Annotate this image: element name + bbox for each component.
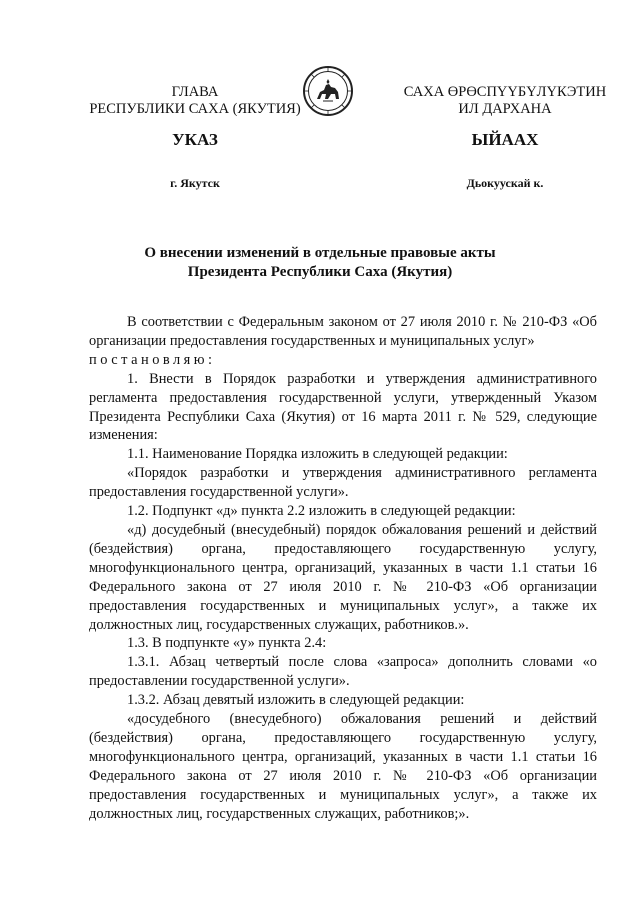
issuer-title-yakut-line1: САХА ӨРӨСПҮҮБҮЛҮКЭТИН	[403, 84, 607, 100]
paragraph-item-1-3-1: 1.3.1. Абзац четвертый после слова «запроса» дополнить словами «о предоставлении государственной услуги».	[89, 654, 597, 690]
decree-label-yakut: ЫЙААХ	[471, 130, 539, 149]
paragraph-item-1-1-text: «Порядок разработки и утверждения административного регламента предоставления государственной услуги».	[89, 465, 597, 501]
place-yakut: Дьокуускай к.	[466, 176, 544, 190]
preamble-text: В соответствии с Федеральным законом от 27 июля 2010 г. № 210-ФЗ «Об организации предоставления государственных и муниципальных услуг»	[89, 314, 597, 349]
coat-of-arms-icon	[302, 65, 354, 117]
issuer-header-russian	[60, 84, 330, 118]
decree-label-russian: УКАЗ	[172, 130, 218, 149]
paragraph-item-1: 1. Внести в Порядок разработки и утверждения административного регламента предоставления государственной услуги, утвержденный Указом Президента Республики Саха (Якутия) от 16 марта 2011 г. № 529, следующие изменения:	[89, 370, 597, 444]
paragraph-item-1-2: 1.2. Подпункт «д» пункта 2.2 изложить в следующей редакции:	[127, 503, 516, 520]
issuer-header-yakut	[395, 84, 615, 118]
issuer-title-line1: ГЛАВА	[171, 84, 219, 100]
document-title-line1: О внесении изменений в отдельные правовые акты	[144, 245, 496, 261]
paragraph-item-1-3-2-text: «досудебного (внесудебного) обжалования решений и действий (бездействия) органа, предоставляющего государственную услугу, многофункционального центра, организаций, указанных в части 1.1 статьи 16 Федерального закона от 27 июля 2010 г. № 210-ФЗ «Об организации предоставления государственных и муниципальных услуг», а также их должностных лиц, государственных служащих, работников;».	[89, 711, 597, 822]
paragraph-item-1-2-text: «д) досудебный (внесудебный) порядок обжалования решений и действий (бездействия) органа, предоставляющего государственную услугу, многофункционального центра, организаций, указанных в части 1.1 статьи 16 Федерального закона от 27 июля 2010 г. № 210-ФЗ «Об организации предоставления государственных и муниципальных услуг», а также их должностных лиц, государственных служащих, работников.».	[89, 521, 597, 633]
document-title	[90, 244, 550, 282]
paragraph-item-1-3-2: 1.3.2. Абзац девятый изложить в следующей редакции:	[127, 692, 465, 709]
place-russian: г. Якутск	[170, 176, 220, 190]
document-body	[89, 313, 597, 823]
document-title-line2: Президента Республики Саха (Якутия)	[187, 264, 453, 280]
issuer-title-line2: РЕСПУБЛИКИ САХА (ЯКУТИЯ)	[89, 101, 301, 117]
decree-word: постановляю:	[89, 351, 216, 368]
paragraph-decree-word	[89, 351, 597, 370]
issuer-title-yakut-line2: ИЛ ДАРХАНА	[458, 101, 552, 117]
paragraph-item-1-1: 1.1. Наименование Порядка изложить в следующей редакции:	[127, 446, 508, 463]
paragraph-item-1-3: 1.3. В подпункте «у» пункта 2.4:	[127, 635, 327, 652]
paragraph-preamble	[89, 313, 597, 351]
